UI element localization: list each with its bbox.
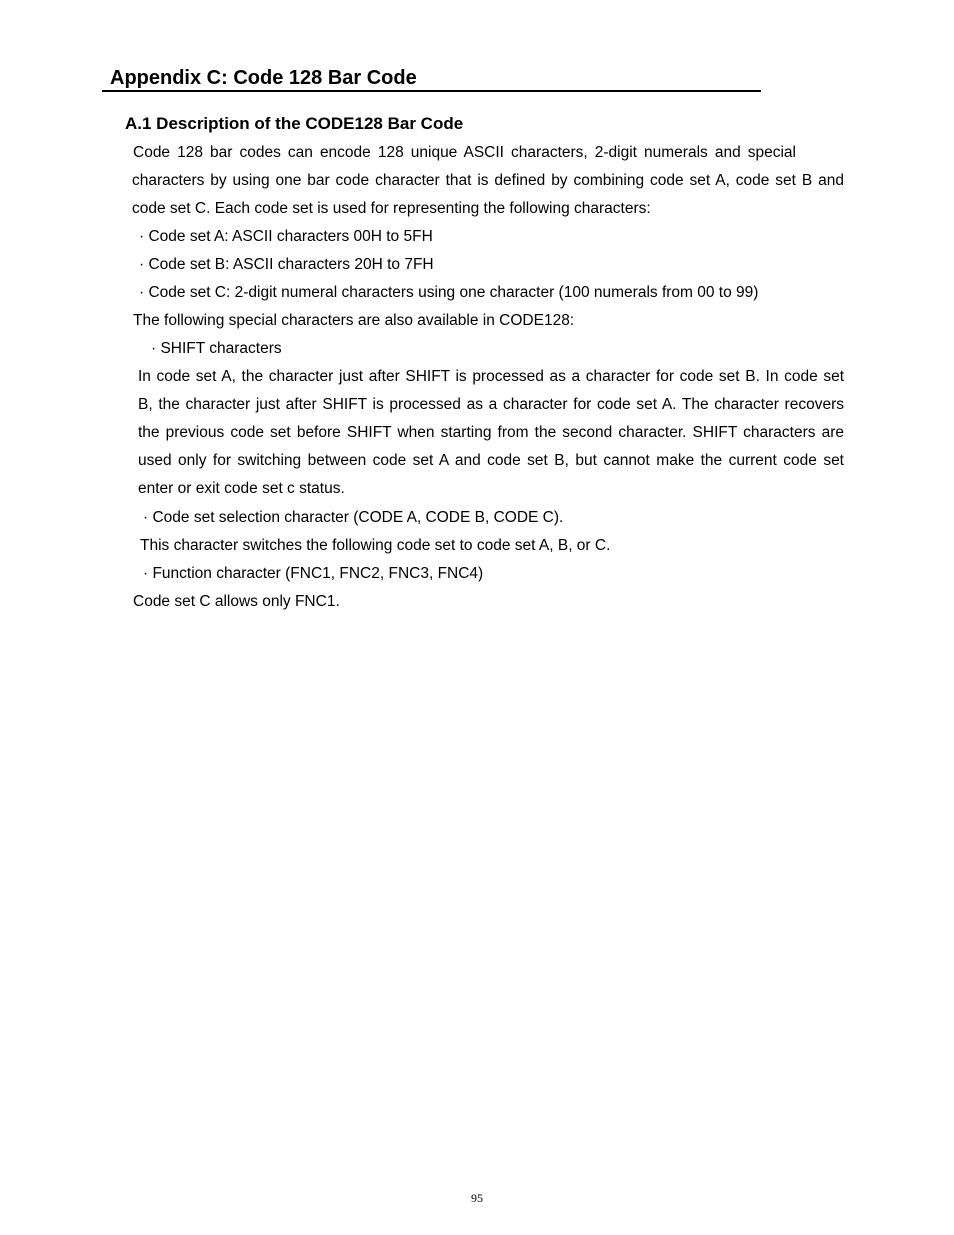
intro-line-2: characters by using one bar code character that is defined by combining code set A, code set B and <box>132 172 844 189</box>
shift-heading: · SHIFT characters <box>151 340 282 357</box>
code-selection-heading: · Code set selection character (CODE A, CODE B, CODE C). <box>143 509 564 526</box>
intro-line-1: Code 128 bar codes can encode 128 unique ASCII characters, 2-digit numerals and special <box>133 144 796 161</box>
shift-text-line-3: the previous code set before SHIFT when starting from the second character. SHIFT characters are <box>138 424 844 441</box>
code-set-a-item: · Code set A: ASCII characters 00H to 5FH <box>139 228 433 245</box>
intro-line-3: code set C. Each code set is used for representing the following characters: <box>132 200 651 217</box>
code-selection-text: This character switches the following code set to code set A, B, or C. <box>140 537 611 554</box>
shift-text-line-1: In code set A, the character just after SHIFT is processed as a character for code set B. In code set <box>138 368 844 385</box>
page-number: 95 <box>471 1191 483 1205</box>
appendix-title: Appendix C: Code 128 Bar Code <box>110 67 417 89</box>
appendix-heading-block <box>102 64 761 92</box>
shift-text-line-5: enter or exit code set c status. <box>138 480 345 497</box>
section-title: A.1 Description of the CODE128 Bar Code <box>125 114 464 133</box>
code-set-b-item: · Code set B: ASCII characters 20H to 7FH <box>139 256 434 273</box>
function-character-text: Code set C allows only FNC1. <box>133 593 340 610</box>
shift-text-line-4: used only for switching between code set A and code set B, but cannot make the current code set <box>138 452 844 469</box>
code-set-c-item: · Code set C: 2-digit numeral characters using one character (100 numerals from 00 to 99) <box>139 284 759 301</box>
function-character-heading: · Function character (FNC1, FNC2, FNC3, FNC4) <box>143 565 484 582</box>
shift-text-line-2: B, the character just after SHIFT is processed as a character for code set A. The character recovers <box>138 396 844 413</box>
special-characters-intro: The following special characters are also available in CODE128: <box>133 312 575 329</box>
